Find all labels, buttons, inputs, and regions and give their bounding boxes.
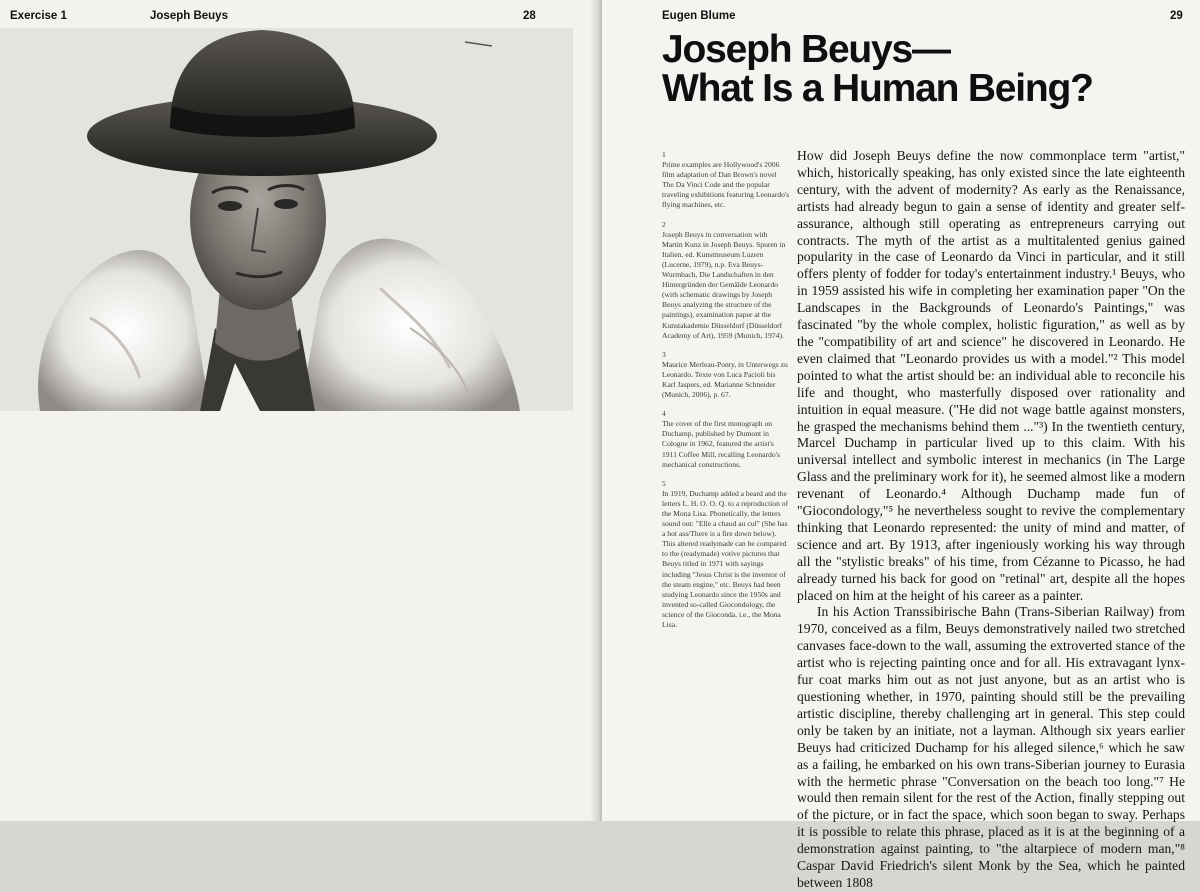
footnote xyxy=(662,350,790,400)
body-paragraph-2: In his Action Transsibirische Bahn (Trans-Siberian Railway) from 1970, conceived as a film, Beuys demonstratively nailed two stretched canvases face-down to the wall, assuming the extroverted stance of the artist who is rejecting painting once and for all. His extravagant lynx-fur coat marks him out as not just anyone, but as an artist who is questioning whether, in 1970, painting should still be the prevailing artistic discipline, thereby challenging art in general. This step could only be taken by an initiate, not a layman. Although six years earlier Beuys had criticized Duchamp for his alleged silence,⁶ which he saw as a failing, he embarked on his own trans-Siberian journey to Eurasia with the hermetic phrase "Conversation on the beach too long."⁷ He would then remain silent for the rest of the Action, finally stepping out of the picture, or in fact the space, which soon began to sway. Perhaps it is possible to relate this phrase, placed as it is at the beginning of a demonstration against painting, to "the altarpiece of modern man,"⁸ Caspar David Friedrich's silent Monk by the Sea, which he painted between 1808 xyxy=(797,604,1185,890)
footnotes xyxy=(662,150,790,639)
article-body xyxy=(797,148,1185,892)
portrait-photo-icon xyxy=(0,28,573,411)
footnote-text: The cover of the first monograph on Duchamp, published by Dumont in Cologne in 1962, featured the artist's 1911 Coffee Mill, recalling Leonardo's mechanical constructions. xyxy=(662,419,780,469)
footnote-text: Joseph Beuys in conversation with Martin Kunz in Joseph Beuys. Spuren in Italien, ed. Kunstmuseum Luzern (Lucerne, 1979), n.p. Eva Beuys-Wurmbach, Die Landschaften in den Hintergründen der Gemälde Leonardo (with schematic drawings by Joseph Beuys analyzing the structure of the paintings), examination paper at the Kunstakademie Düsseldorf (Düsseldorf Academy of Art), 1959 (Munich, 1974). xyxy=(662,229,786,340)
right-page xyxy=(602,0,1200,890)
footnote-text: In 1919, Duchamp added a beard and the letters L. H. O. O. Q. to a reproduction of the Mona Lisa. Phonetically, the letters sound out: "Elle a chaud au cul" (She has a hot ass/There is a fire down below). This altered readymade can be compared to the (readymade) votive pictures that Beuys titled in 1971 with sayings including "Jesus Christ is the inventor of the steam engine," etc. Beuys had been studying Leonardo since the 1950s and invented so-called Giocondology, the science of the Gioconda, i.e., the Mona Lisa. xyxy=(662,488,789,630)
footnote xyxy=(662,409,790,470)
footnote-number: 2 xyxy=(662,219,666,229)
body-paragraph-1: How did Joseph Beuys define the now commonplace term "artist," which, historically speaking, has only existed since the late eighteenth century, with the advent of modernity? As early as the Renaissance, artists had already begun to gain a sense of identity and greater self-assurance, although still operating as entrepreneurs carrying out contracts. The myth of the artist as a multitalented genius gained popularity in the case of Leonardo da Vinci in particular, and it still offers plenty of fodder for today's entertainment industry.¹ Beuys, who in 1959 assisted his wife in completing her examination paper "On the Landscapes in the Backgrounds of Leonardo's Paintings," was fascinated "by the whole complex, holistic figuration," as well as by the "compatibility of art and science" he discovered in Leonardo. He even claimed that "Leonardo provides us with a model."² This model pointed to what the artist should be: an individual able to reconcile his life and thought, who masterfully disposed over rationality and intuition in equal measure. ("He did not wage battle against monsters, he grasped the mechanisms behind them ..."³) In the twentieth century, Marcel Duchamp in particular lived up to this claim. With his universal intellect and symbolic interest in mechanics (in The Large Glass and the preliminary work for it), he seemed almost like a modern revenant of Leonardo.⁴ Although Duchamp made fun of "Giocondology,"⁵ he nevertheless sought to revive the complementary thinking that Leonardo represented: the unity of mind and matter, of science and art. By 1913, after ingeniously working his way through all the "stylistic breaks" of his time, from Cézanne to Picasso, he had already turned his back for good on "retinal" art, despite all the hopes placed on him at the height of his career as a painter. xyxy=(797,148,1185,603)
footnote-number: 3 xyxy=(662,349,666,359)
portrait-photo xyxy=(0,28,573,411)
article-title xyxy=(662,30,1093,108)
footnote xyxy=(662,220,790,341)
footnote-number: 4 xyxy=(662,409,666,419)
article-title-line1: Joseph Beuys— xyxy=(662,28,950,71)
footnote-number: 1 xyxy=(662,150,666,159)
footnote xyxy=(662,150,790,211)
footnote-text: Prime examples are Hollywood's 2006 film adaptation of Dan Brown's novel The Da Vinci Code and the popular traveling exhibitions featuring Leonardo's flying machines, etc. xyxy=(662,160,790,210)
header-title: Joseph Beuys xyxy=(150,10,228,22)
footnote xyxy=(662,479,790,630)
footnote-text: Maurice Merleau-Ponty, in Unterwegs zu Leonardo. Texte von Luca Pacioli bis Karl Jaspers, ed. Marianne Schneider (Munich, 2006), p. 67. xyxy=(662,359,788,400)
page-number-right: 29 xyxy=(1170,10,1183,22)
article-title-line2: What Is a Human Being? xyxy=(662,67,1093,110)
header-author: Eugen Blume xyxy=(662,10,736,22)
page-number-left: 28 xyxy=(523,10,536,22)
header-exercise: Exercise 1 xyxy=(10,10,67,22)
left-page xyxy=(0,0,598,821)
footnote-number: 5 xyxy=(662,478,666,488)
